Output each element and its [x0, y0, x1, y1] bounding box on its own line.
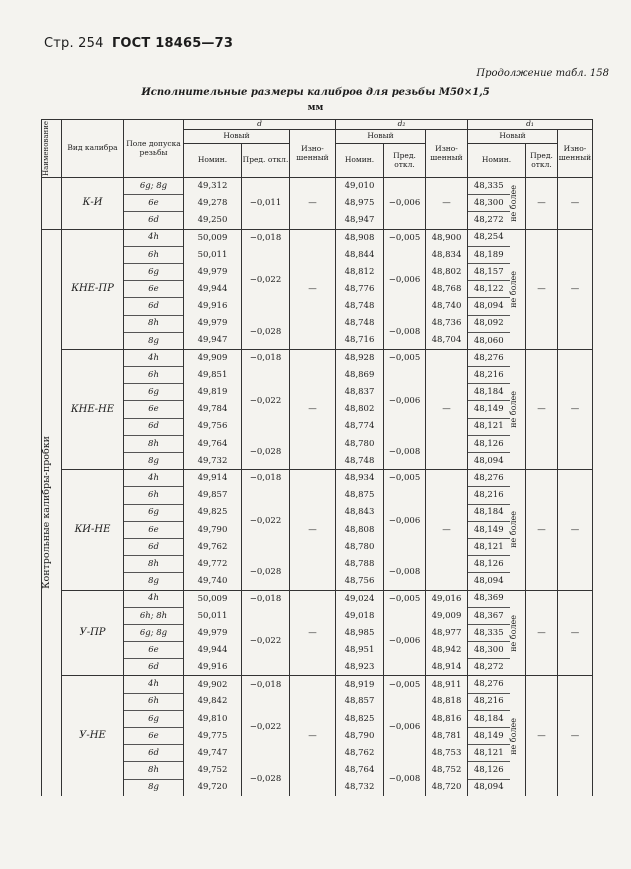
d1-nominal: 48,092 [468, 315, 510, 332]
d-nominal: 49,851 [184, 367, 242, 384]
d2-worn: — [426, 349, 468, 469]
d2-deviation: −0,008 [384, 556, 426, 590]
tolerance-field: 8h [124, 315, 184, 332]
d1-deviation: — [526, 590, 558, 676]
table-row [42, 349, 593, 366]
d2-nominal: 48,732 [336, 779, 384, 796]
d1-nominal: 48,094 [468, 573, 510, 590]
tolerance-field: 6e [124, 281, 184, 298]
d1-worn: — [558, 676, 593, 796]
tolerance-field: 6d [124, 538, 184, 555]
tolerance-field: 6g [124, 504, 184, 521]
d2-deviation: −0,006 [384, 693, 426, 762]
caliber-name: К-И [62, 178, 124, 230]
d2-nominal: 48,934 [336, 470, 384, 487]
d1-nominal: 48,335 [468, 178, 510, 195]
d-nominal: 49,944 [184, 281, 242, 298]
d1-worn: — [558, 470, 593, 590]
ne-bolee-label: не более [508, 511, 518, 549]
d2-nominal: 48,716 [336, 332, 384, 349]
d1-worn: — [558, 590, 593, 676]
d2-worn: 48,752 [426, 762, 468, 779]
tolerance-field: 6d [124, 418, 184, 435]
continuation-note: Продолжение табл. 158 [476, 68, 609, 79]
caliber-name: КНЕ-НЕ [62, 349, 124, 469]
d-nominal: 49,764 [184, 435, 242, 452]
table-row [42, 178, 593, 195]
d-deviation: −0,022 [242, 607, 290, 676]
table-row [42, 470, 593, 487]
d2-worn: 48,818 [426, 693, 468, 710]
d2-deviation: −0,006 [384, 178, 426, 230]
d1-worn: — [558, 349, 593, 469]
d2-deviation: −0,005 [384, 676, 426, 693]
d2-nominal: 48,774 [336, 418, 384, 435]
d2-worn: 48,704 [426, 332, 468, 349]
d1-nominal: 48,216 [468, 487, 510, 504]
calibers-table [41, 119, 593, 796]
header-d-nomin: Номин. [184, 144, 242, 178]
table-title: Исполнительные размеры калибров для резьбы М50×1,5 [141, 87, 490, 98]
d-nominal: 49,825 [184, 504, 242, 521]
tolerance-field: 6e [124, 195, 184, 212]
tolerance-field: 6e [124, 401, 184, 418]
d1-nominal: 48,272 [468, 212, 510, 229]
tolerance-field: 6d [124, 212, 184, 229]
header-d2-pred: Пред. откл. [384, 144, 426, 178]
caliber-name: КНЕ-ПР [62, 229, 124, 349]
d-nominal: 49,752 [184, 762, 242, 779]
d1-nominal: 48,300 [468, 642, 510, 659]
header-naimenovanie: Наименование [42, 120, 62, 178]
d1-nominal: 48,216 [468, 693, 510, 710]
d1-nominal: 48,254 [468, 229, 510, 246]
d2-nominal: 48,975 [336, 195, 384, 212]
d2-nominal: 49,018 [336, 607, 384, 624]
d2-nominal: 48,776 [336, 281, 384, 298]
d2-nominal: 48,788 [336, 556, 384, 573]
d-nominal: 49,842 [184, 693, 242, 710]
d-nominal: 49,775 [184, 728, 242, 745]
d2-worn: — [426, 470, 468, 590]
tolerance-field: 4h [124, 349, 184, 366]
ne-bolee-label: не более [508, 391, 518, 428]
tolerance-field: 6g; 8g [124, 178, 184, 195]
d-nominal: 49,747 [184, 745, 242, 762]
page-header [44, 36, 233, 51]
d-nominal: 49,784 [184, 401, 242, 418]
d-nominal: 49,979 [184, 624, 242, 641]
d2-nominal: 48,812 [336, 263, 384, 280]
d2-nominal: 48,908 [336, 229, 384, 246]
header-vid: Вид калибра [62, 120, 124, 178]
header-d1-nomin: Номин. [468, 144, 526, 178]
d-deviation: −0,028 [242, 762, 290, 796]
d1-nominal: 48,126 [468, 556, 510, 573]
d2-worn: 48,911 [426, 676, 468, 693]
d1-deviation: — [526, 349, 558, 469]
ne-bolee-label: не более [508, 184, 518, 222]
side-label-cell [42, 178, 62, 230]
d2-worn: 48,914 [426, 659, 468, 676]
d2-nominal: 48,748 [336, 453, 384, 470]
d-deviation: −0,018 [242, 590, 290, 607]
d2-worn: — [426, 178, 468, 230]
d2-nominal: 48,843 [336, 504, 384, 521]
d1-deviation: — [526, 178, 558, 230]
d-nominal: 49,810 [184, 710, 242, 727]
d-deviation: −0,022 [242, 487, 290, 556]
d2-worn: 48,736 [426, 315, 468, 332]
d-nominal: 49,250 [184, 212, 242, 229]
d1-nominal: 48,367 [468, 607, 510, 624]
d2-deviation: −0,008 [384, 315, 426, 349]
d2-worn: 48,768 [426, 281, 468, 298]
side-label-cell [42, 229, 62, 796]
d1-nominal: 48,300 [468, 195, 510, 212]
ne-bolee-cell [510, 349, 526, 469]
d-nominal: 49,762 [184, 538, 242, 555]
header-d1-iznosh: Изно-шенный [558, 130, 593, 178]
d2-nominal: 48,790 [336, 728, 384, 745]
d1-nominal: 48,094 [468, 298, 510, 315]
d-nominal: 49,979 [184, 315, 242, 332]
d1-nominal: 48,216 [468, 367, 510, 384]
d1-deviation: — [526, 676, 558, 796]
d1-nominal: 48,157 [468, 263, 510, 280]
d-deviation: −0,028 [242, 556, 290, 590]
d2-deviation: −0,005 [384, 590, 426, 607]
d2-deviation: −0,005 [384, 349, 426, 366]
d2-worn: 48,816 [426, 710, 468, 727]
header-d2: d₂ [336, 120, 468, 130]
d-deviation: −0,018 [242, 229, 290, 246]
d-deviation: −0,028 [242, 435, 290, 469]
d-nominal: 50,011 [184, 607, 242, 624]
d-nominal: 49,944 [184, 642, 242, 659]
d2-worn: 48,802 [426, 263, 468, 280]
header-d2-novyy: Новый [336, 130, 426, 144]
tolerance-field: 6h [124, 367, 184, 384]
d-deviation: −0,028 [242, 315, 290, 349]
d2-nominal: 48,869 [336, 367, 384, 384]
tolerance-field: 8h [124, 762, 184, 779]
d-nominal: 49,312 [184, 178, 242, 195]
d-nominal: 49,979 [184, 263, 242, 280]
d2-worn: 48,942 [426, 642, 468, 659]
d2-deviation: −0,005 [384, 229, 426, 246]
d2-worn: 48,977 [426, 624, 468, 641]
standard-code: ГОСТ 18465—73 [111, 36, 234, 51]
tolerance-field: 6g; 8g [124, 624, 184, 641]
ne-bolee-cell [510, 178, 526, 230]
d-nominal: 50,009 [184, 229, 242, 246]
d2-worn: 48,753 [426, 745, 468, 762]
d1-nominal: 48,149 [468, 521, 510, 538]
d-nominal: 49,740 [184, 573, 242, 590]
d2-nominal: 48,923 [336, 659, 384, 676]
ne-bolee-label: не более [508, 614, 518, 652]
d1-nominal: 48,121 [468, 418, 510, 435]
header-d2-nomin: Номин. [336, 144, 384, 178]
d2-deviation: −0,006 [384, 487, 426, 556]
d1-nominal: 48,094 [468, 779, 510, 796]
d1-nominal: 48,122 [468, 281, 510, 298]
tolerance-field: 6e [124, 642, 184, 659]
caliber-name: У-НЕ [62, 676, 124, 796]
d2-nominal: 48,748 [336, 298, 384, 315]
d-nominal: 49,756 [184, 418, 242, 435]
d-nominal: 49,909 [184, 349, 242, 366]
tolerance-field: 6h [124, 693, 184, 710]
ne-bolee-label: не более [508, 270, 518, 308]
tolerance-field: 6e [124, 728, 184, 745]
unit-label: мм [307, 103, 324, 113]
d2-worn: 48,834 [426, 246, 468, 263]
d1-nominal: 48,184 [468, 504, 510, 521]
d-nominal: 49,914 [184, 470, 242, 487]
d1-nominal: 48,276 [468, 349, 510, 366]
d-worn: — [290, 178, 336, 230]
ne-bolee-cell [510, 676, 526, 796]
d2-nominal: 48,928 [336, 349, 384, 366]
d1-nominal: 48,126 [468, 762, 510, 779]
tolerance-field: 8h [124, 556, 184, 573]
d2-worn: 48,720 [426, 779, 468, 796]
d2-nominal: 49,024 [336, 590, 384, 607]
d1-deviation: — [526, 229, 558, 349]
header-d-novyy: Новый [184, 130, 290, 144]
header-pole: Поле допуска резьбы [124, 120, 184, 178]
d2-nominal: 48,947 [336, 212, 384, 229]
table-row [42, 229, 593, 246]
d2-nominal: 49,010 [336, 178, 384, 195]
d-nominal: 49,819 [184, 384, 242, 401]
d2-deviation: −0,008 [384, 762, 426, 796]
d-nominal: 49,720 [184, 779, 242, 796]
d1-nominal: 48,060 [468, 332, 510, 349]
d-nominal: 49,916 [184, 659, 242, 676]
d-nominal: 49,857 [184, 487, 242, 504]
tolerance-field: 6d [124, 298, 184, 315]
d1-nominal: 48,276 [468, 676, 510, 693]
header-d1: d₁ [468, 120, 593, 130]
tolerance-field: 8g [124, 332, 184, 349]
tolerance-field: 6h [124, 246, 184, 263]
d2-nominal: 48,857 [336, 693, 384, 710]
tolerance-field: 6h; 8h [124, 607, 184, 624]
d2-deviation: −0,006 [384, 367, 426, 436]
header-d: d [184, 120, 336, 130]
d-deviation: −0,022 [242, 367, 290, 436]
tolerance-field: 4h [124, 676, 184, 693]
d1-nominal: 48,149 [468, 728, 510, 745]
header-d-pred: Пред. откл. [242, 144, 290, 178]
tolerance-field: 8g [124, 453, 184, 470]
d-worn: — [290, 349, 336, 469]
tolerance-field: 6d [124, 659, 184, 676]
d-nominal: 49,732 [184, 453, 242, 470]
d-nominal: 49,278 [184, 195, 242, 212]
table-body [42, 178, 593, 796]
d1-nominal: 48,121 [468, 745, 510, 762]
d2-nominal: 48,985 [336, 624, 384, 641]
side-label: Контрольные калибры-пробки [41, 436, 52, 590]
header-d1-novyy: Новый [468, 130, 558, 144]
d2-nominal: 48,762 [336, 745, 384, 762]
d2-nominal: 48,808 [336, 521, 384, 538]
d2-nominal: 48,919 [336, 676, 384, 693]
d2-worn: 48,781 [426, 728, 468, 745]
page-number: Стр. 254 [44, 36, 104, 51]
d2-nominal: 48,764 [336, 762, 384, 779]
d1-nominal: 48,094 [468, 453, 510, 470]
ne-bolee-cell [510, 470, 526, 590]
tolerance-field: 8g [124, 779, 184, 796]
d1-nominal: 48,184 [468, 710, 510, 727]
d-worn: — [290, 590, 336, 676]
ne-bolee-label: не более [508, 717, 518, 755]
d-nominal: 49,902 [184, 676, 242, 693]
d1-nominal: 48,126 [468, 435, 510, 452]
d-nominal: 50,009 [184, 590, 242, 607]
tolerance-field: 6d [124, 745, 184, 762]
d2-nominal: 48,748 [336, 315, 384, 332]
d2-nominal: 48,951 [336, 642, 384, 659]
d2-nominal: 48,756 [336, 573, 384, 590]
d1-nominal: 48,272 [468, 659, 510, 676]
d2-nominal: 48,844 [336, 246, 384, 263]
d1-nominal: 48,184 [468, 384, 510, 401]
d-nominal: 49,947 [184, 332, 242, 349]
d1-nominal: 48,335 [468, 624, 510, 641]
d1-deviation: — [526, 470, 558, 590]
d2-nominal: 48,780 [336, 538, 384, 555]
tolerance-field: 6g [124, 384, 184, 401]
tolerance-field: 6g [124, 710, 184, 727]
d2-worn: 49,009 [426, 607, 468, 624]
d2-worn: 48,740 [426, 298, 468, 315]
tolerance-field: 4h [124, 590, 184, 607]
d-worn: — [290, 470, 336, 590]
d2-worn: 48,900 [426, 229, 468, 246]
tolerance-field: 6h [124, 487, 184, 504]
d-deviation: −0,018 [242, 349, 290, 366]
d-nominal: 49,790 [184, 521, 242, 538]
header-d-iznosh: Изно-шенный [290, 130, 336, 178]
d-deviation: −0,018 [242, 470, 290, 487]
d-nominal: 49,772 [184, 556, 242, 573]
d-deviation: −0,018 [242, 676, 290, 693]
d-deviation: −0,022 [242, 693, 290, 762]
d2-worn: 49,016 [426, 590, 468, 607]
caliber-name: КИ-НЕ [62, 470, 124, 590]
tolerance-field: 8g [124, 573, 184, 590]
d1-worn: — [558, 178, 593, 230]
d1-nominal: 48,149 [468, 401, 510, 418]
d-deviation: −0,022 [242, 246, 290, 315]
d2-nominal: 48,780 [336, 435, 384, 452]
table-row [42, 676, 593, 693]
ne-bolee-cell [510, 229, 526, 349]
d2-deviation: −0,005 [384, 470, 426, 487]
d2-deviation: −0,006 [384, 246, 426, 315]
d1-nominal: 48,189 [468, 246, 510, 263]
tolerance-field: 6g [124, 263, 184, 280]
d1-worn: — [558, 229, 593, 349]
tolerance-field: 4h [124, 470, 184, 487]
d2-nominal: 48,875 [336, 487, 384, 504]
d-nominal: 49,916 [184, 298, 242, 315]
table-row [42, 590, 593, 607]
d2-deviation: −0,008 [384, 435, 426, 469]
tolerance-field: 8h [124, 435, 184, 452]
d1-nominal: 48,276 [468, 470, 510, 487]
tolerance-field: 6e [124, 521, 184, 538]
d-worn: — [290, 676, 336, 796]
ne-bolee-cell [510, 590, 526, 676]
header-d1-pred: Пред. откл. [526, 144, 558, 178]
header-d2-iznosh: Изно-шенный [426, 130, 468, 178]
caliber-name: У-ПР [62, 590, 124, 676]
d2-deviation: −0,006 [384, 607, 426, 676]
d1-nominal: 48,369 [468, 590, 510, 607]
d2-nominal: 48,837 [336, 384, 384, 401]
d-deviation: −0,011 [242, 178, 290, 230]
d2-nominal: 48,802 [336, 401, 384, 418]
d-nominal: 50,011 [184, 246, 242, 263]
d2-nominal: 48,825 [336, 710, 384, 727]
tolerance-field: 4h [124, 229, 184, 246]
d-worn: — [290, 229, 336, 349]
d1-nominal: 48,121 [468, 538, 510, 555]
